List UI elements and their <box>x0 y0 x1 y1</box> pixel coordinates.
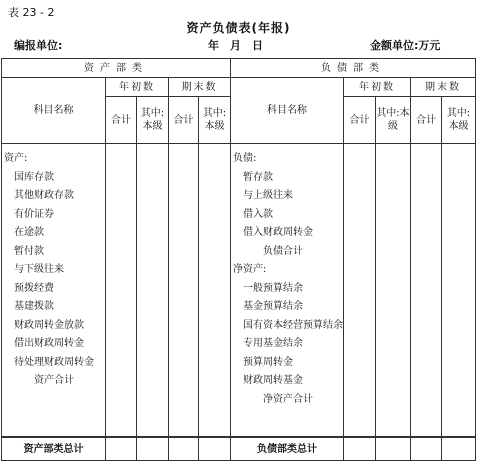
liabilities-item: 国有资本经营预算结余 <box>243 319 343 331</box>
assets-total-cell-2 <box>137 437 169 461</box>
liabilities-item: 财政周转基金 <box>243 375 303 386</box>
liab-total-cell-1 <box>344 437 376 461</box>
assets-begin-total-header: 合计 <box>106 97 137 144</box>
liabilities-item: 净资产: <box>233 264 267 275</box>
assets-item: 其他财政存款 <box>14 190 74 201</box>
assets-item: 在途款 <box>14 227 44 238</box>
assets-group-header: 资产部类 <box>2 59 231 78</box>
table-caption: 表 23 - 2 <box>8 6 55 19</box>
liab-total-cell-3 <box>411 437 442 461</box>
assets-begin-ofwhich-cell <box>137 144 169 438</box>
liabilities-item: 借入财政周转金 <box>243 227 313 238</box>
liab-total-cell-2 <box>376 437 411 461</box>
liabilities-item: 净资产合计 <box>263 393 313 405</box>
liab-end-ofwhich-header: 其中:本级 <box>442 97 476 144</box>
liab-begin-ofwhich-cell <box>376 144 411 438</box>
assets-item: 资产: <box>4 153 28 164</box>
money-unit-label: 金额单位:万元 <box>370 39 441 52</box>
assets-item-list <box>2 144 106 438</box>
liab-subject-name-header: 科目名称 <box>231 78 344 144</box>
liabilities-item: 预算周转金 <box>243 356 293 368</box>
assets-end-total-header: 合计 <box>169 97 199 144</box>
report-title: 资产负债表(年报) <box>186 21 291 35</box>
liab-beginning-header: 年初数 <box>344 78 411 97</box>
assets-end-total-cell <box>169 144 199 438</box>
assets-item: 国库存款 <box>14 171 54 183</box>
liabilities-item-list <box>231 144 344 438</box>
liab-begin-ofwhich-header: 其中:本级 <box>376 97 411 144</box>
assets-item: 借出财政周转金 <box>14 338 84 349</box>
assets-item: 与下级往来 <box>14 264 64 275</box>
assets-item: 待处理财政周转金 <box>14 356 94 368</box>
assets-item: 财政周转金放款 <box>14 319 84 331</box>
assets-item: 暂付款 <box>14 245 44 257</box>
assets-ending-header: 期末数 <box>169 78 231 97</box>
assets-beginning-header: 年初数 <box>106 78 169 97</box>
assets-item: 有价证券 <box>14 208 54 220</box>
liabilities-item: 负债: <box>233 153 257 164</box>
assets-end-ofwhich-cell <box>199 144 231 438</box>
liab-end-total-header: 合计 <box>411 97 442 144</box>
assets-item: 资产合计 <box>34 375 74 386</box>
liab-total-cell-4 <box>442 437 476 461</box>
assets-begin-ofwhich-header: 其中:本级 <box>137 97 169 144</box>
report-date-label: 年 月 日 <box>208 39 263 52</box>
assets-item: 预拨经费 <box>14 282 54 294</box>
assets-total-cell-4 <box>199 437 231 461</box>
liabilities-item: 借入款 <box>243 208 273 220</box>
assets-grand-total-label: 资产部类总计 <box>2 437 106 461</box>
balance-sheet-table <box>1 58 476 461</box>
liab-begin-total-header: 合计 <box>344 97 376 144</box>
liab-ending-header: 期末数 <box>411 78 476 97</box>
assets-subject-name-header: 科目名称 <box>2 78 106 144</box>
liab-end-ofwhich-cell <box>442 144 476 438</box>
liabilities-item: 负债合计 <box>263 245 303 257</box>
liabilities-item: 与上级往来 <box>243 190 293 201</box>
liab-begin-total-cell <box>344 144 376 438</box>
liabilities-group-header: 负债部类 <box>231 59 476 78</box>
liabilities-item: 基金预算结余 <box>243 301 303 312</box>
liabilities-item: 专用基金结余 <box>243 338 303 349</box>
reporting-unit-label: 编报单位: <box>14 39 63 52</box>
assets-end-ofwhich-header: 其中:本级 <box>199 97 231 144</box>
assets-total-cell-3 <box>169 437 199 461</box>
assets-begin-total-cell <box>106 144 137 438</box>
liab-grand-total-label: 负债部类总计 <box>231 437 344 461</box>
liab-end-total-cell <box>411 144 442 438</box>
liabilities-item: 暂存款 <box>243 171 273 183</box>
liabilities-item: 一般预算结余 <box>243 282 303 294</box>
assets-item: 基建拨款 <box>14 301 54 312</box>
assets-total-cell-1 <box>106 437 137 461</box>
